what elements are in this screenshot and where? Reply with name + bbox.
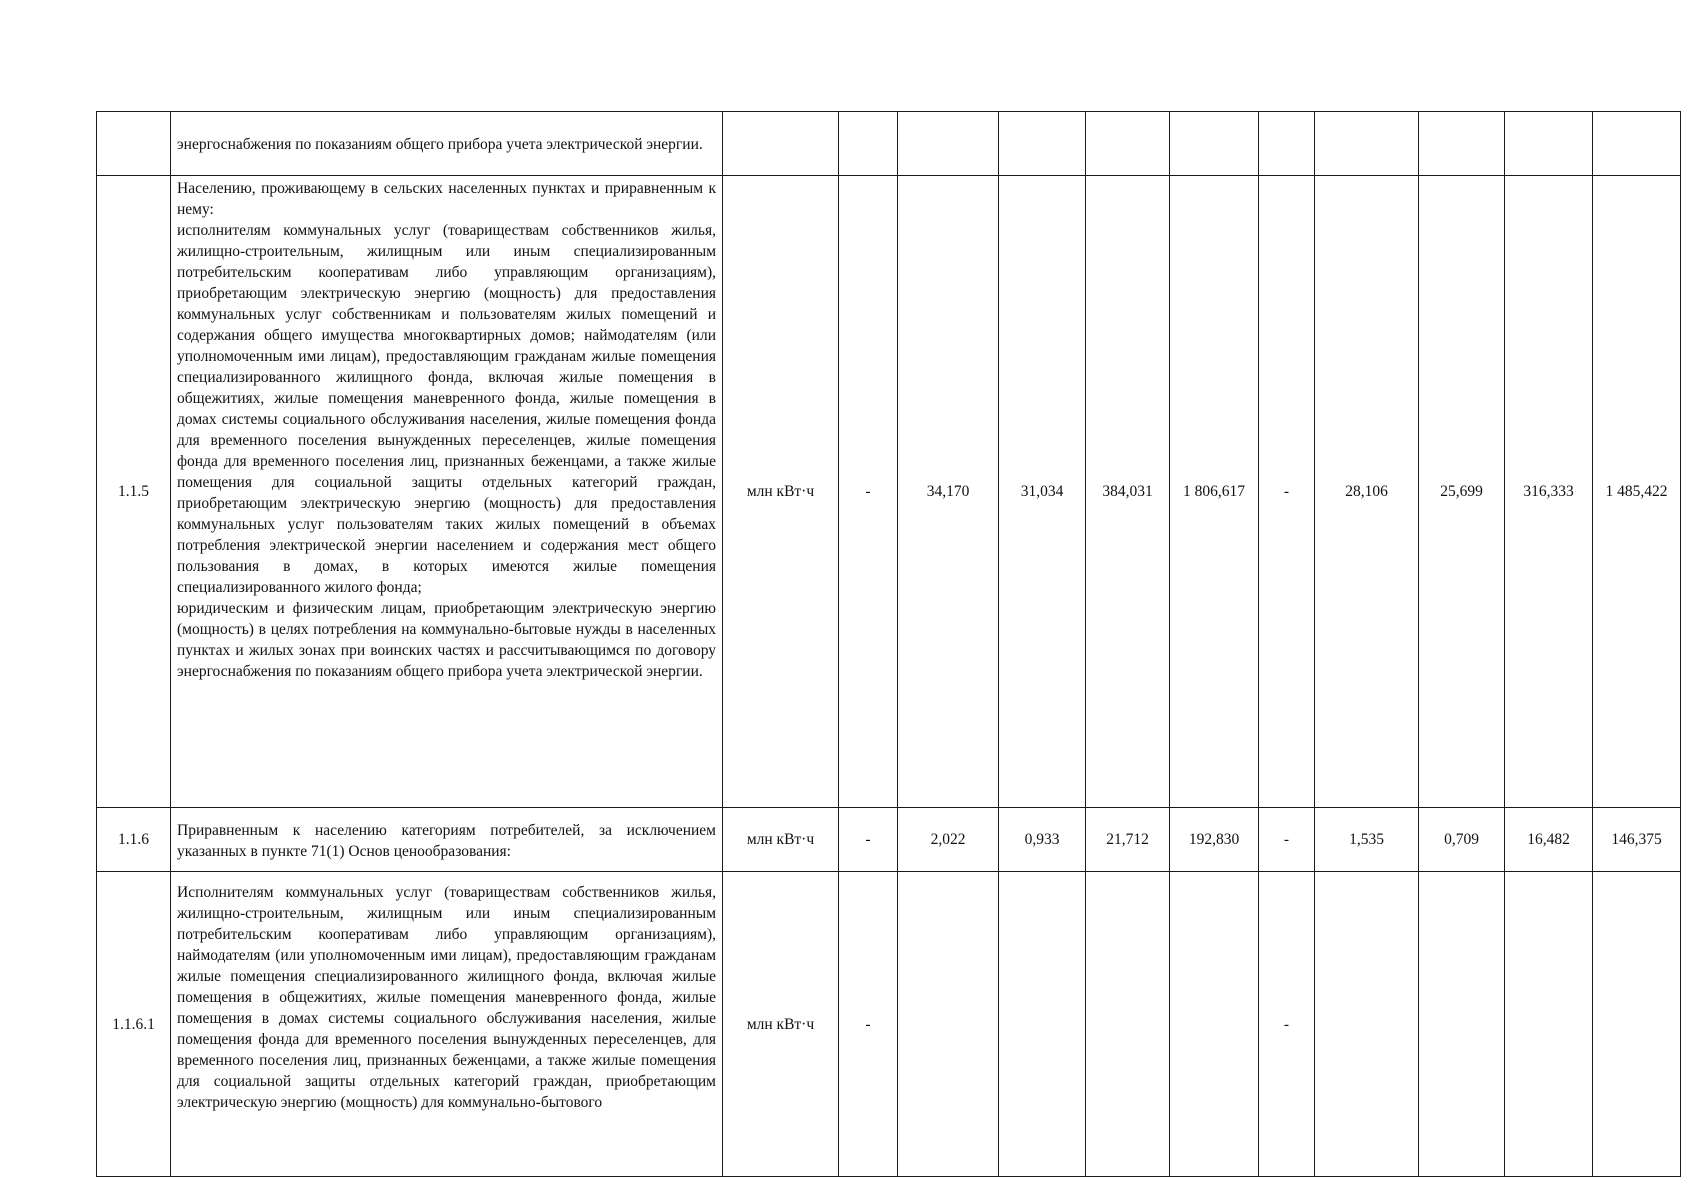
description-paragraph: Приравненным к населению категориям потребителей, за исключением указанных в пункте 71(1) Основ ценообразования: bbox=[177, 821, 716, 860]
value-cell: 1 485,422 bbox=[1593, 176, 1681, 808]
description-paragraph: исполнителям коммунальных услуг (товариществам собственников жилья, жилищно-строительным, жилищным или иным специализированным потребительским кооперативам либо управляющим организациям), приобретающим электрическую энергию (мощность) для предоставления коммунальных услуг собственникам и пользователям жилых помещений и содержания общего имущества многоквартирных домов; наймодателям (или уполномоченным ими лицам), предоставляющим гражданам жилые помещения специализированного жилищного фонда, включая жилые помещения в общежитиях, жилые помещения маневренного фонда, жилые помещения в домах системы социального обслуживания населения, жилые помещения фонда для временного поселения вынужденных переселенцев, жилые помещения фонда для временного поселения лиц, признанных беженцами, а также жилые помещения для социальной защиты отдельных категорий граждан, приобретающим электрическую энергию (мощность) для предоставления коммунальных услуг пользователям таких жилых помещений в объемах потребления электрической энергии населением и содержания мест общего пользования в домах, в которых имеются жилые помещения специализированного жилого фонда; bbox=[177, 222, 716, 596]
value-cell bbox=[1086, 872, 1170, 1177]
value-cell bbox=[1315, 872, 1419, 1177]
value-cell bbox=[1505, 112, 1593, 176]
row-description bbox=[171, 808, 723, 872]
value-cell bbox=[999, 872, 1086, 1177]
value-cell: 0,709 bbox=[1419, 808, 1505, 872]
value-cell: - bbox=[1259, 872, 1315, 1177]
table-row bbox=[97, 872, 1681, 1177]
row-number: 1.1.6.1 bbox=[97, 872, 171, 1177]
value-cell bbox=[1505, 872, 1593, 1177]
value-cell bbox=[1170, 872, 1259, 1177]
value-cell: 192,830 bbox=[1170, 808, 1259, 872]
value-cell: 0,933 bbox=[999, 808, 1086, 872]
description-paragraph: юридическим и физическим лицам, приобретающим электрическую энергию (мощность) в целях потребления на коммунально-бытовые нужды в населенных пунктах и жилых зонах при воинских частях и рассчитывающимся по договору энергоснабжения по показаниям общего прибора учета электрической энергии. bbox=[177, 600, 716, 680]
value-cell: 2,022 bbox=[898, 808, 999, 872]
description-paragraph: энергоснабжения по показаниям общего прибора учета электрической энергии. bbox=[177, 136, 703, 153]
unit-cell bbox=[723, 112, 839, 176]
tariff-table-page bbox=[96, 111, 1681, 1177]
table-row bbox=[97, 808, 1681, 872]
row-number bbox=[97, 112, 171, 176]
description-paragraph: Исполнителям коммунальных услуг (товариществам собственников жилья, жилищно-строительным, жилищным или иным специализированным потребительским кооперативам либо управляющим организациям), наймодателям (или уполномоченным ими лицам), предоставляющим гражданам жилые помещения специализированного жилищного фонда, включая жилые помещения в общежитиях, жилые помещения маневренного фонда, жилые помещения в домах системы социального обслуживания населения, жилые помещения фонда для временного поселения вынужденных переселенцев, для временного поселения лиц, признанных беженцами, а также жилые помещения для социальной защиты отдельных категорий граждан, приобретающим электрическую энергию (мощность) для коммунально-бытового bbox=[177, 884, 716, 1111]
table-row bbox=[97, 176, 1681, 808]
value-cell: 316,333 bbox=[1505, 176, 1593, 808]
row-description bbox=[171, 112, 723, 176]
energy-volume-table bbox=[96, 111, 1681, 1177]
value-cell bbox=[898, 872, 999, 1177]
value-cell: - bbox=[1259, 808, 1315, 872]
value-cell bbox=[1593, 872, 1681, 1177]
value-cell: 384,031 bbox=[1086, 176, 1170, 808]
value-cell bbox=[1419, 112, 1505, 176]
value-cell: 16,482 bbox=[1505, 808, 1593, 872]
value-cell bbox=[839, 112, 898, 176]
unit-cell: млн кВт·ч bbox=[723, 808, 839, 872]
value-cell bbox=[1593, 112, 1681, 176]
value-cell: - bbox=[1259, 176, 1315, 808]
value-cell: 21,712 bbox=[1086, 808, 1170, 872]
description-paragraph: Населению, проживающему в сельских населенных пунктах и приравненным к нему: bbox=[177, 180, 716, 218]
value-cell: 34,170 bbox=[898, 176, 999, 808]
value-cell bbox=[898, 112, 999, 176]
value-cell: - bbox=[839, 872, 898, 1177]
row-description bbox=[171, 176, 723, 808]
value-cell: 1,535 bbox=[1315, 808, 1419, 872]
value-cell: - bbox=[839, 808, 898, 872]
row-description bbox=[171, 872, 723, 1177]
value-cell: - bbox=[839, 176, 898, 808]
value-cell: 146,375 bbox=[1593, 808, 1681, 872]
row-number: 1.1.5 bbox=[97, 176, 171, 808]
value-cell bbox=[1315, 112, 1419, 176]
value-cell: 31,034 bbox=[999, 176, 1086, 808]
unit-cell: млн кВт·ч bbox=[723, 176, 839, 808]
value-cell bbox=[999, 112, 1086, 176]
value-cell: 28,106 bbox=[1315, 176, 1419, 808]
value-cell: 1 806,617 bbox=[1170, 176, 1259, 808]
row-number: 1.1.6 bbox=[97, 808, 171, 872]
value-cell bbox=[1259, 112, 1315, 176]
value-cell bbox=[1170, 112, 1259, 176]
value-cell: 25,699 bbox=[1419, 176, 1505, 808]
table-row bbox=[97, 112, 1681, 176]
value-cell bbox=[1086, 112, 1170, 176]
value-cell bbox=[1419, 872, 1505, 1177]
unit-cell: млн кВт·ч bbox=[723, 872, 839, 1177]
